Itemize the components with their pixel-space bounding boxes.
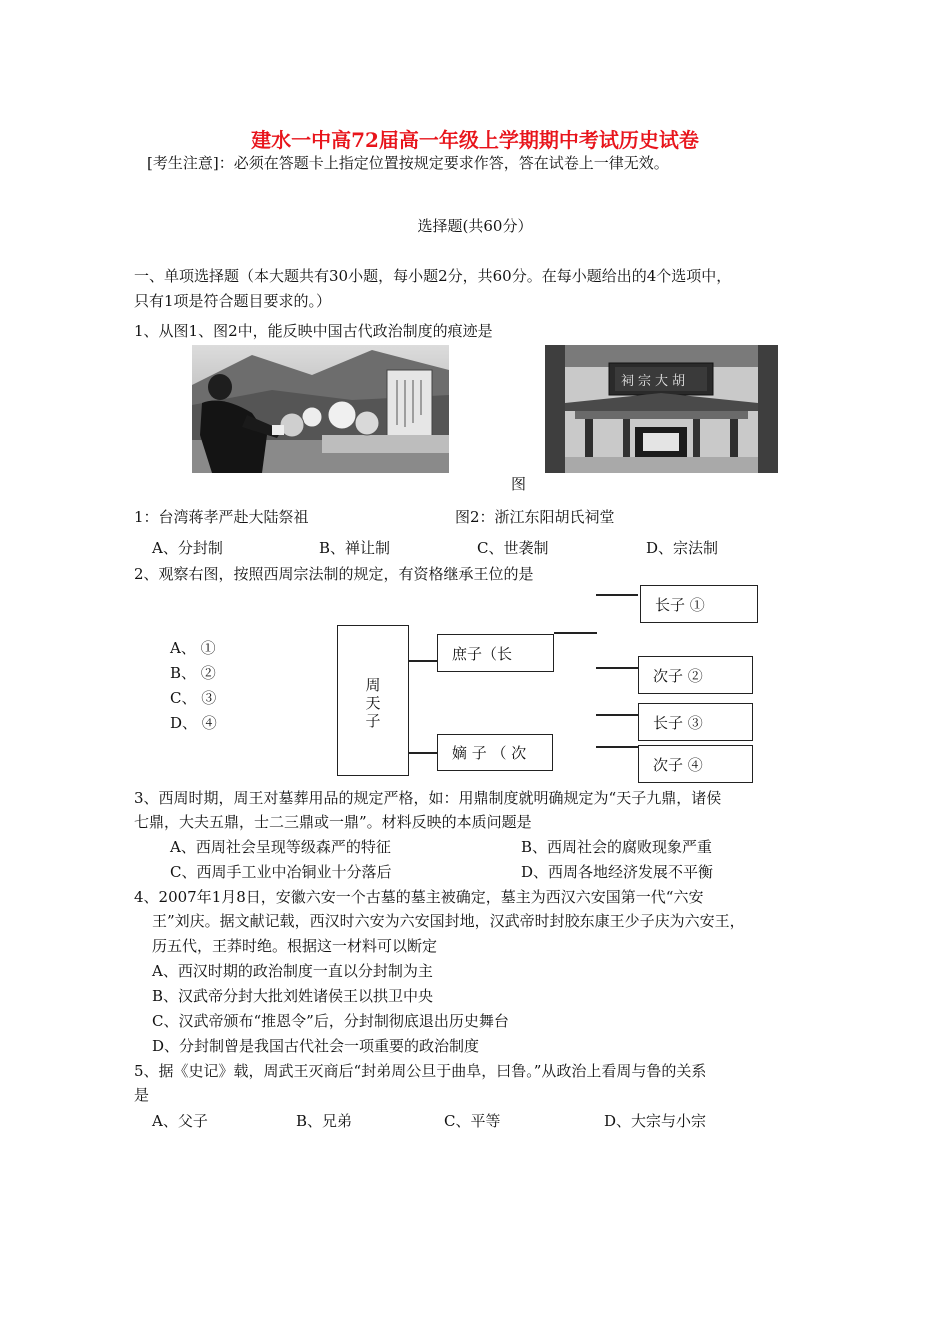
q2-option-d: D、 ④ xyxy=(170,714,217,732)
q4-option-d: D、分封制曾是我国古代社会一项重要的政治制度 xyxy=(152,1037,480,1055)
q3-stem-line1: 3、西周时期，周王对墓葬用品的规定严格，如：用鼎制度就明确规定为“天子九鼎，诸侯 xyxy=(134,789,722,807)
connector xyxy=(409,660,437,662)
q1-figure2-photo xyxy=(545,345,778,473)
q1-caption2: 图2：浙江东阳胡氏祠堂 xyxy=(455,508,615,526)
connector xyxy=(596,746,638,748)
connector xyxy=(554,632,597,634)
diagram-leaf3-box xyxy=(638,703,753,741)
q1-figure-label: 图 xyxy=(511,475,527,493)
connector xyxy=(596,594,638,596)
q1-caption1: 1：台湾蒋孝严赴大陆祭祖 xyxy=(134,508,309,526)
q5-stem-line2: 是 xyxy=(134,1086,150,1104)
q5-stem-line1: 5、据《史记》载，周武王灭商后“封弟周公旦于曲阜，曰鲁。”从政治上看周与鲁的关系 xyxy=(134,1062,707,1080)
diagram-leaf4-box xyxy=(638,745,753,783)
q1-option-c: C、世袭制 xyxy=(477,539,549,557)
diagram-leaf2-label: 次子 ② xyxy=(653,666,703,685)
diagram-leaf2-box xyxy=(638,656,753,694)
q1-option-a: A、分封制 xyxy=(152,539,223,557)
q2-option-c: C、 ③ xyxy=(170,689,217,707)
q4-option-b: B、汉武帝分封大批刘姓诸侯王以拱卫中央 xyxy=(152,987,434,1005)
diagram-branch2-box xyxy=(437,734,553,771)
part-intro-line1: 一、单项选择题（本大题共有30小题，每小题2分，共60分。在每小题给出的4个选项中， xyxy=(134,267,732,285)
q3-option-d: D、西周各地经济发展不平衡 xyxy=(521,863,714,881)
diagram-leaf4-label: 次子 ④ xyxy=(653,755,703,774)
q3-option-c: C、西周手工业中冶铜业十分落后 xyxy=(170,863,392,881)
q1-option-b: B、禅让制 xyxy=(319,539,391,557)
part-intro-line2: 只有1项是符合题目要求的。） xyxy=(134,292,332,310)
q2-option-a: A、 ① xyxy=(170,639,216,657)
q3-option-b: B、西周社会的腐败现象严重 xyxy=(521,838,713,856)
q4-stem-line2: 王”刘庆。据文献记载，西汉时六安为六安国封地，汉武帝时封胶东康王少子庆为六安王， xyxy=(152,912,745,930)
diagram-leaf3-label: 长子 ③ xyxy=(653,713,703,732)
connector xyxy=(409,752,437,754)
diagram-branch1-label: 庶子（长 xyxy=(452,644,513,663)
q5-option-b: B、兄弟 xyxy=(296,1112,353,1130)
q4-stem-line3: 历五代，王莽时绝。根据这一材料可以断定 xyxy=(152,937,438,955)
exam-notice: [考生注意]：必须在答题卡上指定位置按规定要求作答，答在试卷上一律无效。 xyxy=(147,154,669,172)
diagram-root-label: 周天子 xyxy=(365,676,381,730)
q5-option-a: A、父子 xyxy=(152,1112,208,1130)
diagram-branch1-box xyxy=(437,634,554,672)
diagram-root-box xyxy=(337,625,409,776)
q2-stem: 2、观察右图，按照西周宗法制的规定，有资格继承王位的是 xyxy=(134,565,534,583)
q3-stem-line2: 七鼎，大夫五鼎，士二三鼎或一鼎”。材料反映的本质问题是 xyxy=(134,813,532,831)
q1-figure1-photo xyxy=(192,345,449,473)
diagram-branch2-label: 嫡 子 （ 次 xyxy=(452,744,527,762)
q1-stem: 1、从图1、图2中，能反映中国古代政治制度的痕迹是 xyxy=(134,322,493,340)
section-heading: 选择题(共60分） xyxy=(417,217,533,235)
exam-title: 建水一中高72届高一年级上学期期中考试历史试卷 xyxy=(251,128,699,152)
q4-option-a: A、西汉时期的政治制度一直以分封制为主 xyxy=(152,962,433,980)
diagram-leaf1-box xyxy=(640,585,758,623)
q3-option-a: A、西周社会呈现等级森严的特征 xyxy=(170,838,391,856)
q4-option-c: C、汉武帝颁布“推恩令”后，分封制彻底退出历史舞台 xyxy=(152,1012,509,1030)
connector xyxy=(596,667,638,669)
q4-stem-line1: 4、2007年1月8日，安徽六安一个古墓的墓主被确定，墓主为西汉六安国第一代“六安 xyxy=(134,888,704,906)
ancestral-hall-plaque: 祠宗大胡 xyxy=(621,374,690,389)
connector xyxy=(596,714,638,716)
q5-option-d: D、大宗与小宗 xyxy=(604,1112,707,1130)
q5-option-c: C、平等 xyxy=(444,1112,501,1130)
diagram-leaf1-label: 长子 ① xyxy=(655,595,705,614)
q1-option-d: D、宗法制 xyxy=(646,539,719,557)
q2-option-b: B、 ② xyxy=(170,664,216,682)
